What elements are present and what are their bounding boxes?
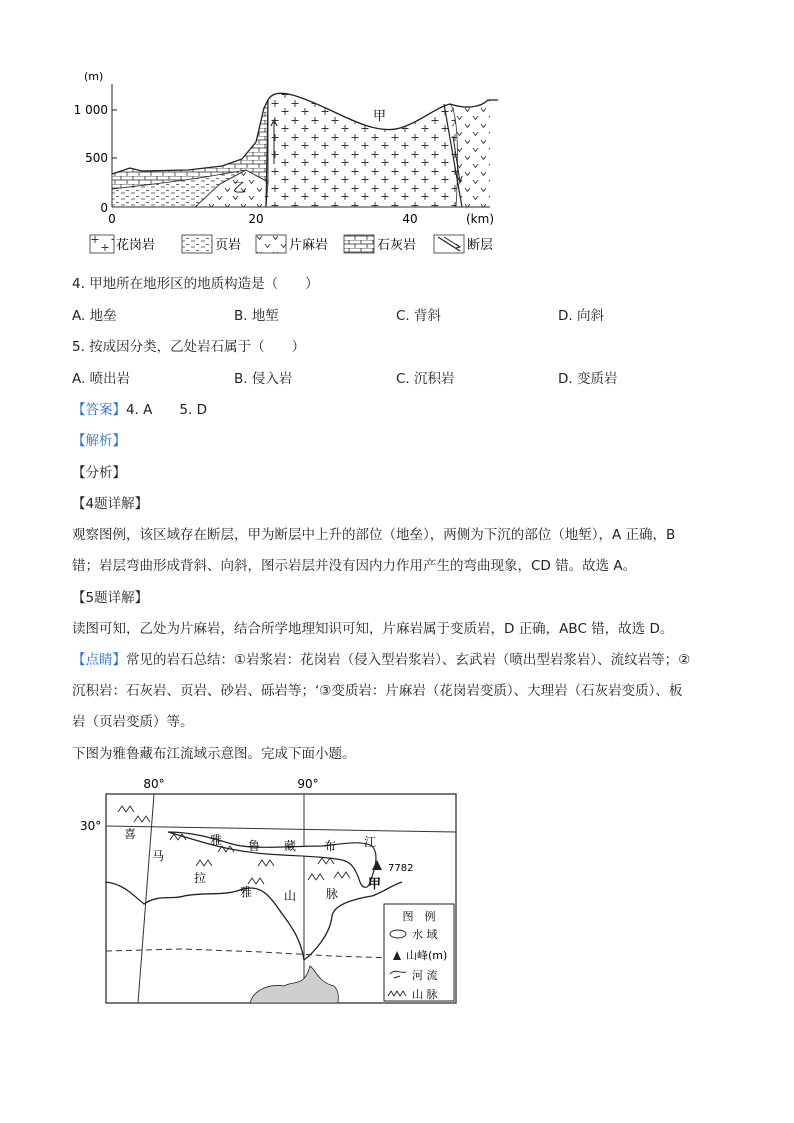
q4-detail-line: 错；岩层弯曲形成背斜、向斜，图示岩层并没有因内力作用产生的弯曲现象，CD 错。故选 A。: [72, 558, 637, 574]
x-tick: 20: [248, 212, 264, 226]
legend-label: 山 脉: [412, 988, 438, 1001]
peak-height: 7782: [388, 863, 414, 874]
water-icon: [390, 930, 406, 938]
q4-option-a: A. 地垒: [72, 308, 117, 324]
dianjing-tag: 【点睛】: [72, 652, 126, 668]
geology-cross-section: [70, 64, 510, 262]
legend-label: 山峰(m): [406, 949, 448, 962]
yarlung-tsangpo-map: [72, 774, 468, 1010]
dianjing-text: 常见的岩石总结：①岩浆岩：花岗岩（侵入型岩浆岩）、玄武岩（喷出型岩浆岩）、流纹岩等；②: [126, 652, 691, 668]
range-char: 山: [284, 889, 297, 903]
answer-text: 4. A 5. D: [126, 402, 207, 418]
q4-detail-line: 观察图例，该区域存在断层，甲为断层中上升的部位（地垒），两侧为下沉的部位（地堑），A 正确，B: [72, 527, 676, 543]
x-unit: (km): [466, 212, 495, 226]
answer-tag: 【答案】: [72, 402, 126, 418]
peak-label: 甲: [368, 877, 382, 892]
fault-pattern-icon: [434, 235, 464, 253]
range-char: 马: [152, 849, 165, 863]
legend-label: 河 流: [412, 969, 438, 982]
x-tick: 40: [402, 212, 418, 226]
map-intro: 下图为雅鲁藏布江流域示意图。完成下面小题。: [72, 746, 356, 762]
legend: [90, 235, 493, 253]
q5-option-a: A. 喷出岩: [72, 371, 131, 387]
legend-label: 石灰岩: [377, 238, 417, 253]
y-tick: 0: [100, 201, 108, 215]
label-jia: 甲: [373, 109, 387, 124]
granite-pattern-icon: [90, 235, 114, 253]
river-char: 布: [324, 839, 337, 853]
answer-line: [72, 400, 207, 420]
lon-label: 90°: [297, 777, 319, 791]
q4-stem: 4. 甲地所在地形区的地质构造是（ ）: [72, 276, 319, 292]
q5-stem: 5. 按成因分类，乙处岩石属于（ ）: [72, 339, 306, 355]
dianjing-line: [72, 650, 690, 670]
legend-label: 花岗岩: [116, 238, 156, 253]
dianjing-line: 沉积岩：石灰岩、页岩、砂岩、砾岩等；‘③变质岩：片麻岩（花岗岩变质）、大理岩（石灰岩变质）、板: [72, 683, 683, 699]
legend-label: 片麻岩: [289, 238, 329, 253]
range-char: 脉: [326, 887, 339, 901]
river-char: 江: [364, 835, 377, 849]
limestone-pattern-icon: [344, 235, 374, 253]
y-unit: (m): [84, 70, 104, 83]
q4-option-c: C. 背斜: [396, 308, 442, 324]
q5-option-d: D. 变质岩: [558, 371, 618, 387]
gneiss-pattern-icon: [256, 235, 286, 253]
map-legend: [384, 904, 454, 1001]
river-char: 鲁: [248, 839, 261, 853]
lat-label: 30°: [80, 819, 102, 833]
x-tick: 0: [108, 212, 116, 226]
legend-label: 水 域: [412, 928, 438, 941]
y-tick: 500: [85, 151, 108, 165]
river-char: 雅: [210, 833, 223, 847]
shale-pattern-icon: [182, 235, 212, 253]
q4-option-b: B. 地堑: [234, 308, 279, 324]
q5-detail-tag: 【5题详解】: [72, 590, 149, 606]
range-char: 喜: [124, 827, 137, 841]
legend-label: 断层: [467, 238, 494, 253]
q5-option-c: C. 沉积岩: [396, 371, 455, 387]
range-char: 雅: [240, 885, 253, 899]
q5-detail-line: 读图可知，乙处为片麻岩，结合所学地理知识可知，片麻岩属于变质岩，D 正确，ABC 错，故选 D。: [72, 621, 674, 637]
dianjing-line: 岩（页岩变质）等。: [72, 714, 194, 730]
river-char: 藏: [284, 839, 297, 853]
legend-label: 页岩: [215, 238, 242, 253]
analysis-tag: 【解析】: [72, 433, 126, 449]
q4-detail-tag: 【4题详解】: [72, 496, 149, 512]
lon-label: 80°: [143, 777, 165, 791]
q5-option-b: B. 侵入岩: [234, 371, 293, 387]
fenxi-tag: 【分析】: [72, 465, 126, 481]
range-char: 拉: [194, 871, 207, 885]
legend-title: 图 例: [402, 910, 436, 923]
label-yi: 乙: [233, 181, 247, 196]
q4-option-d: D. 向斜: [558, 308, 604, 324]
y-tick: 1 000: [73, 103, 108, 117]
